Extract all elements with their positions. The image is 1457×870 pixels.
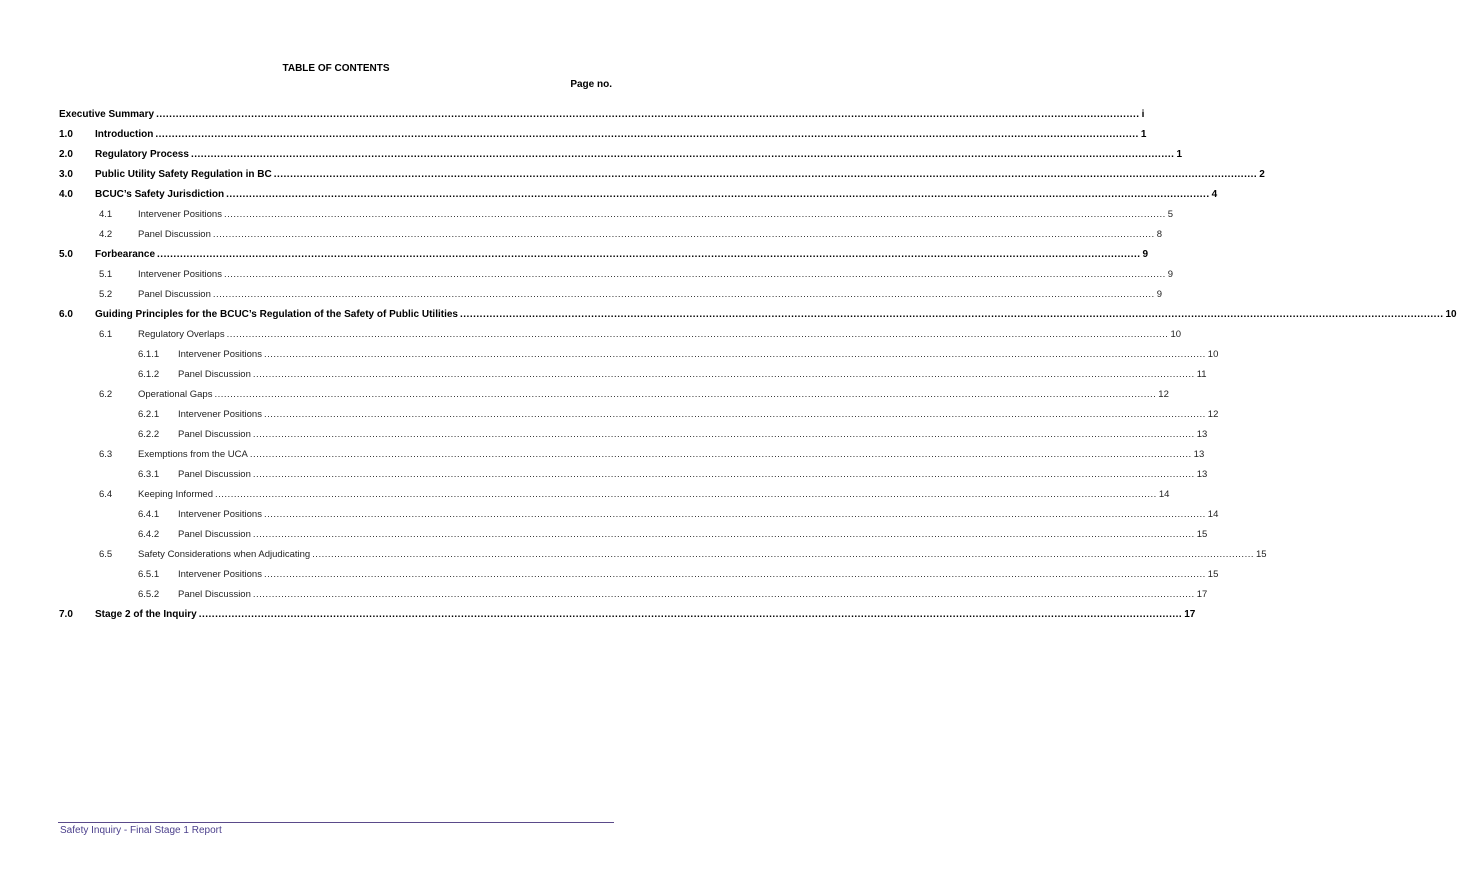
toc-entry-number: 3.0 [59, 169, 73, 180]
toc-entry[interactable] [59, 367, 1207, 381]
toc-leader-dots: ............................................................................................................................................................................................................................................................................................................ [273, 169, 1258, 180]
toc-entry-title: Regulatory Process [95, 149, 189, 160]
toc-leader-dots: ............................................................................................................................................................................................................................................................................................................ [252, 529, 1195, 540]
toc-entry[interactable] [59, 267, 1174, 281]
toc-entry-number: 6.4.1 [138, 509, 160, 520]
toc-entry-number: 1.0 [59, 129, 73, 140]
toc-entry-number: 5.2 [99, 289, 113, 300]
toc-entry-title: Public Utility Safety Regulation in BC [95, 169, 272, 180]
toc-entry-number: 6.2.2 [138, 429, 160, 440]
toc-leader-dots: ............................................................................................................................................................................................................................................................................................................ [212, 289, 1155, 300]
toc-leader-dots: ............................................................................................................................................................................................................................................................................................................ [215, 489, 1157, 500]
toc-entry-title: Intervener Positions [138, 209, 222, 220]
toc-entry-page: 13 [1196, 429, 1208, 440]
toc-entry[interactable] [59, 507, 1219, 521]
toc-entry-number: 6.1.1 [138, 349, 160, 360]
footer-divider [58, 822, 614, 823]
toc-entry[interactable] [59, 207, 1174, 221]
toc-entry-title: Executive Summary [59, 109, 155, 120]
toc-entry-page: 12 [1158, 389, 1169, 400]
toc-entry-title: Operational Gaps [138, 389, 213, 400]
toc-entry[interactable] [59, 487, 1170, 501]
toc-entry-page: i [1141, 109, 1145, 120]
toc-entry-number: 4.1 [99, 209, 113, 220]
toc-leader-dots: ............................................................................................................................................................................................................................................................................................................ [263, 569, 1206, 580]
toc-entry[interactable] [59, 127, 1147, 141]
toc-entry[interactable] [59, 107, 1145, 121]
toc-entry[interactable] [59, 347, 1219, 361]
toc-entry[interactable] [59, 247, 1149, 261]
toc-entry-title: Intervener Positions [178, 349, 262, 360]
toc-leader-dots: ............................................................................................................................................................................................................................................................................................................ [263, 409, 1206, 420]
toc-entry[interactable] [59, 427, 1208, 441]
toc-entry[interactable] [59, 287, 1162, 301]
toc-entry-page: 11 [1196, 369, 1207, 380]
toc-leader-dots: ............................................................................................................................................................................................................................................................................................................ [263, 349, 1206, 360]
toc-entry-title: Stage 2 of the Inquiry [95, 609, 197, 620]
toc-entry-title: Panel Discussion [138, 289, 211, 300]
toc-entry-number: 6.1.2 [138, 369, 160, 380]
toc-entry-page: 15 [1207, 569, 1219, 580]
toc-entry-page: 10 [1445, 309, 1457, 320]
toc-entry[interactable] [59, 547, 1267, 561]
toc-entry[interactable] [59, 307, 1457, 321]
toc-entry-title: Regulatory Overlaps [138, 329, 225, 340]
toc-entry-number: 6.5.2 [138, 589, 160, 600]
toc-entry-page: 9 [1142, 249, 1149, 260]
page-no-label: Page no. [570, 79, 612, 90]
toc-entry[interactable] [59, 187, 1218, 201]
toc-entry-page: 1 [1140, 129, 1147, 140]
toc-leader-dots: ............................................................................................................................................................................................................................................................................................................ [252, 429, 1195, 440]
toc-leader-dots: ............................................................................................................................................................................................................................................................................................................ [223, 269, 1166, 280]
toc-entry-page: 15 [1196, 529, 1208, 540]
toc-entry-number: 5.0 [59, 249, 73, 260]
toc-entry-number: 6.4 [99, 489, 113, 500]
toc-entry-number: 6.3 [99, 449, 113, 460]
toc-entry-title: Introduction [95, 129, 154, 140]
toc-entry[interactable] [59, 227, 1162, 241]
toc-entry-title: Intervener Positions [178, 509, 262, 520]
toc-entry-number: 6.2 [99, 389, 113, 400]
toc-leader-dots: ............................................................................................................................................................................................................................................................................................................ [460, 309, 1444, 320]
toc-entry-title: Panel Discussion [178, 469, 251, 480]
toc-leader-dots: ............................................................................................................................................................................................................................................................................................................ [263, 509, 1206, 520]
toc-entry-page: 9 [1167, 269, 1174, 280]
toc-entry-title: Intervener Positions [178, 409, 262, 420]
toc-entry-title: Panel Discussion [178, 589, 251, 600]
toc-entry-page: 9 [1156, 289, 1162, 300]
toc-leader-dots: ............................................................................................................................................................................................................................................................................................................ [249, 449, 1192, 460]
toc-leader-dots: ............................................................................................................................................................................................................................................................................................................ [190, 149, 1175, 160]
toc-entry[interactable] [59, 147, 1182, 161]
toc-entry-title: Intervener Positions [178, 569, 262, 580]
toc-entry-number: 6.3.1 [138, 469, 160, 480]
toc-entry-number: 6.4.2 [138, 529, 160, 540]
toc-leader-dots: ............................................................................................................................................................................................................................................................................................................ [156, 109, 1140, 120]
toc-entry-number: 6.2.1 [138, 409, 160, 420]
toc-leader-dots: ............................................................................................................................................................................................................................................................................................................ [312, 549, 1254, 560]
toc-entry-number: 6.0 [59, 309, 73, 320]
toc-leader-dots: ............................................................................................................................................................................................................................................................................................................ [226, 189, 1210, 200]
toc-entry[interactable] [59, 327, 1182, 341]
toc-leader-dots: ............................................................................................................................................................................................................................................................................................................ [252, 369, 1195, 380]
toc-entry-title: Panel Discussion [178, 529, 251, 540]
toc-entry-title: Panel Discussion [138, 229, 211, 240]
toc-entry-title: Safety Considerations when Adjudicating [138, 549, 311, 560]
toc-entry-title: Panel Discussion [178, 369, 251, 380]
toc-leader-dots: ............................................................................................................................................................................................................................................................................................................ [198, 609, 1183, 620]
toc-entry[interactable] [59, 447, 1205, 461]
toc-entry-number: 6.5 [99, 549, 113, 560]
toc-entry[interactable] [59, 607, 1196, 621]
toc-heading: TABLE OF CONTENTS [282, 63, 390, 74]
toc-entry-page: 17 [1184, 609, 1196, 620]
toc-leader-dots: ............................................................................................................................................................................................................................................................................................................ [212, 229, 1155, 240]
toc-entry-page: 5 [1167, 209, 1174, 220]
toc-entry[interactable] [59, 567, 1219, 581]
toc-entry-page: 10 [1207, 349, 1219, 360]
toc-entry-number: 6.1 [99, 329, 113, 340]
toc-entry-title: Panel Discussion [178, 429, 251, 440]
toc-entry[interactable] [59, 467, 1208, 481]
toc-entry[interactable] [59, 407, 1219, 421]
toc-entry-title: Exemptions from the UCA [138, 449, 248, 460]
toc-entry[interactable] [59, 587, 1208, 601]
toc-leader-dots: ............................................................................................................................................................................................................................................................................................................ [155, 129, 1139, 140]
toc-entry-page: 12 [1207, 409, 1219, 420]
toc-entry-number: 6.5.1 [138, 569, 160, 580]
toc-entry-number: 7.0 [59, 609, 73, 620]
toc-entry[interactable] [59, 387, 1169, 401]
toc-entry-page: 1 [1176, 149, 1182, 160]
toc-leader-dots: ............................................................................................................................................................................................................................................................................................................ [226, 329, 1169, 340]
toc-entry-page: 13 [1193, 449, 1205, 460]
toc-leader-dots: ............................................................................................................................................................................................................................................................................................................ [214, 389, 1157, 400]
toc-leader-dots: ............................................................................................................................................................................................................................................................................................................ [223, 209, 1166, 220]
toc-leader-dots: ............................................................................................................................................................................................................................................................................................................ [157, 249, 1141, 260]
toc-entry-page: 14 [1158, 489, 1170, 500]
toc-entry-title: Keeping Informed [138, 489, 213, 500]
toc-entry-title: Forbearance [95, 249, 156, 260]
toc-leader-dots: ............................................................................................................................................................................................................................................................................................................ [252, 589, 1195, 600]
toc-entry-page: 14 [1207, 509, 1219, 520]
toc-entry-title: Intervener Positions [138, 269, 222, 280]
footer-text: Safety Inquiry - Final Stage 1 Report [60, 825, 222, 836]
toc-entry-page: 15 [1256, 549, 1267, 560]
toc-entry-number: 4.0 [59, 189, 73, 200]
toc-entry-page: 8 [1156, 229, 1162, 240]
toc-entry-title: BCUC’s Safety Jurisdiction [95, 189, 225, 200]
toc-entry-page: 17 [1196, 589, 1208, 600]
toc-leader-dots: ............................................................................................................................................................................................................................................................................................................ [252, 469, 1195, 480]
toc-entry-number: 2.0 [59, 149, 73, 160]
toc-entry-number: 4.2 [99, 229, 113, 240]
toc-entry-number: 5.1 [99, 269, 113, 280]
toc-entry-title: Guiding Principles for the BCUC’s Regulation of the Safety of Public Utilities [95, 309, 458, 320]
toc-entry-page: 2 [1259, 169, 1265, 180]
toc-entry-page: 10 [1170, 329, 1182, 340]
toc-entry-page: 4 [1211, 189, 1218, 200]
toc-entry[interactable] [59, 167, 1265, 181]
toc-entry[interactable] [59, 527, 1208, 541]
toc-entry-page: 13 [1196, 469, 1208, 480]
